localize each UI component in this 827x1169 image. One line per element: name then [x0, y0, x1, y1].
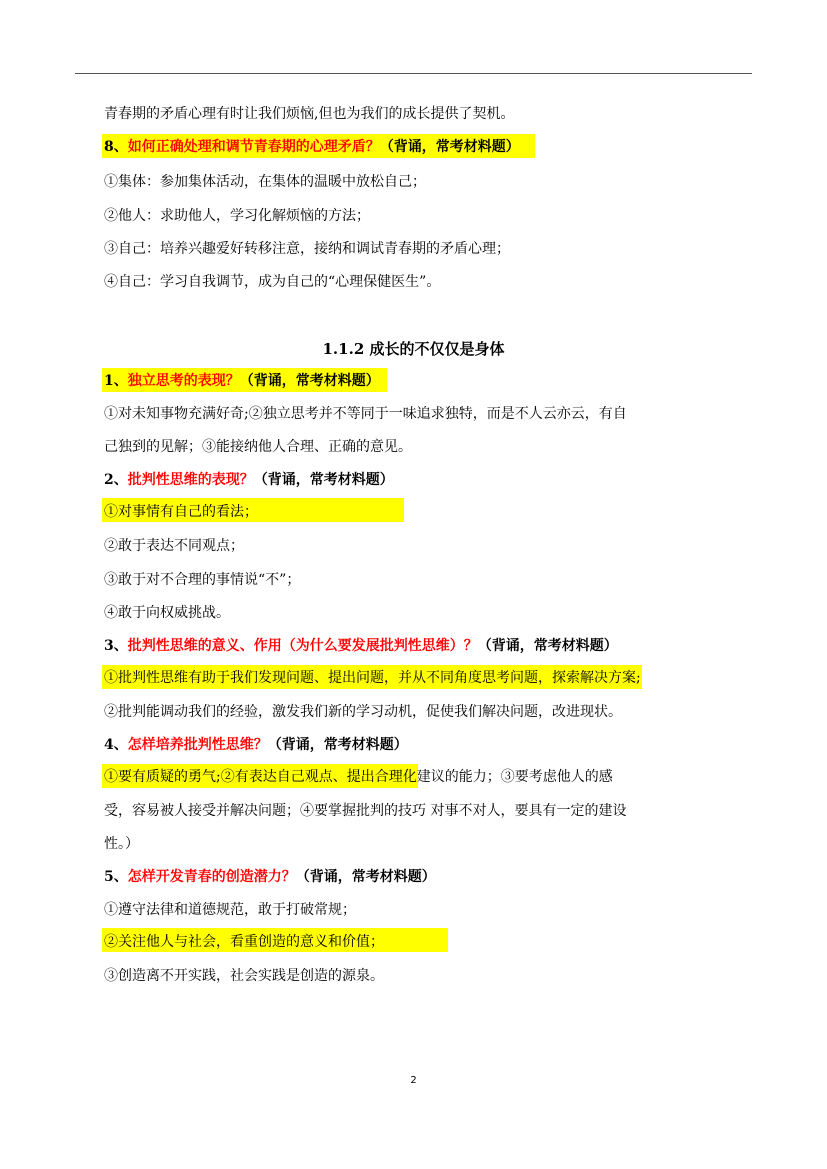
- question-number: 4、: [104, 737, 128, 753]
- question-3: [104, 636, 618, 656]
- answer-line: ③创造离不开实践，社会实践是创造的源泉。: [104, 968, 384, 984]
- answer-line: ③敢于对不合理的事情说“不”；: [104, 572, 301, 588]
- question-4: [104, 735, 408, 755]
- question-5: [104, 867, 436, 887]
- answer-line: ③自己：培养兴趣爱好转移注意，接纳和调试青春期的矛盾心理；: [104, 241, 510, 257]
- answer-line: ①要有质疑的勇气;②有表达自己观点、提出合理化建议的能力；③要考虑他人的感: [104, 769, 613, 785]
- answer-line: ④自己：学习自我调节，成为自己的“心理保健医生”。: [104, 274, 441, 290]
- question-text: 批判性思维的表现？: [127, 472, 254, 488]
- answer-line: ④敢于向权威挑战。: [104, 605, 230, 621]
- section-title: 1.1.2 成长的不仅仅是身体: [322, 340, 505, 358]
- question-note: （背诵，常考材料题）: [253, 472, 394, 488]
- question-number: 2、: [104, 472, 128, 488]
- header-rule: [75, 73, 752, 74]
- question-text: 如何正确处理和调节青春期的心理矛盾？: [127, 139, 380, 155]
- question-note: （背诵，常考材料题）: [239, 373, 380, 389]
- answer-line: 己独到的见解；③能接纳他人合理、正确的意见。: [104, 439, 412, 455]
- answer-line: ②敢于表达不同观点；: [104, 538, 244, 554]
- question-number: 5、: [104, 869, 128, 885]
- question-number: 1、: [104, 373, 128, 389]
- question-text: 批判性思维的意义、作用（为什么要发展批判性思维）？: [127, 638, 478, 654]
- paragraph-line: 青春期的矛盾心理有时让我们烦恼,但也为我们的成长提供了契机。: [104, 106, 515, 122]
- answer-line: ①遵守法律和道德规范，敢于打破常规；: [104, 902, 356, 918]
- answer-line: ①对事情有自己的看法；: [104, 504, 258, 520]
- question-text: 独立思考的表现？: [127, 373, 240, 389]
- question-8: [104, 137, 520, 157]
- question-note: （背诵，常考材料题）: [379, 139, 520, 155]
- question-1: [104, 371, 380, 391]
- question-2: [104, 470, 394, 490]
- question-number: 3、: [104, 638, 128, 654]
- answer-line: 性。）: [104, 836, 139, 852]
- question-text: 怎样培养批判性思维？: [127, 737, 268, 753]
- answer-line: ①批判性思维有助于我们发现问题、提出问题，并从不同角度思考问题，探索解决方案;: [104, 670, 641, 686]
- question-note: （背诵，常考材料题）: [267, 737, 408, 753]
- question-note: （背诵，常考材料题）: [295, 869, 436, 885]
- answer-line: ②批判能调动我们的经验，激发我们新的学习动机，促使我们解决问题，改进现状。: [104, 704, 622, 720]
- answer-line: 受，容易被人接受并解决问题；④要掌握批判的技巧 对事不对人，要具有一定的建设: [104, 803, 627, 819]
- answer-line: ②关注他人与社会，看重创造的意义和价值；: [104, 934, 384, 950]
- answer-line: ②他人：求助他人，学习化解烦恼的方法；: [104, 208, 370, 224]
- question-text: 怎样开发青春的创造潜力？: [127, 869, 296, 885]
- answer-line: ①集体：参加集体活动，在集体的温暖中放松自己；: [104, 174, 426, 190]
- page-number: 2: [410, 1075, 417, 1086]
- answer-line: ①对未知事物充满好奇;②独立思考并不等同于一味追求独特，而是不人云亦云，有自: [104, 406, 627, 422]
- question-note: （背诵，常考材料题）: [477, 638, 618, 654]
- question-number: 8、: [104, 139, 128, 155]
